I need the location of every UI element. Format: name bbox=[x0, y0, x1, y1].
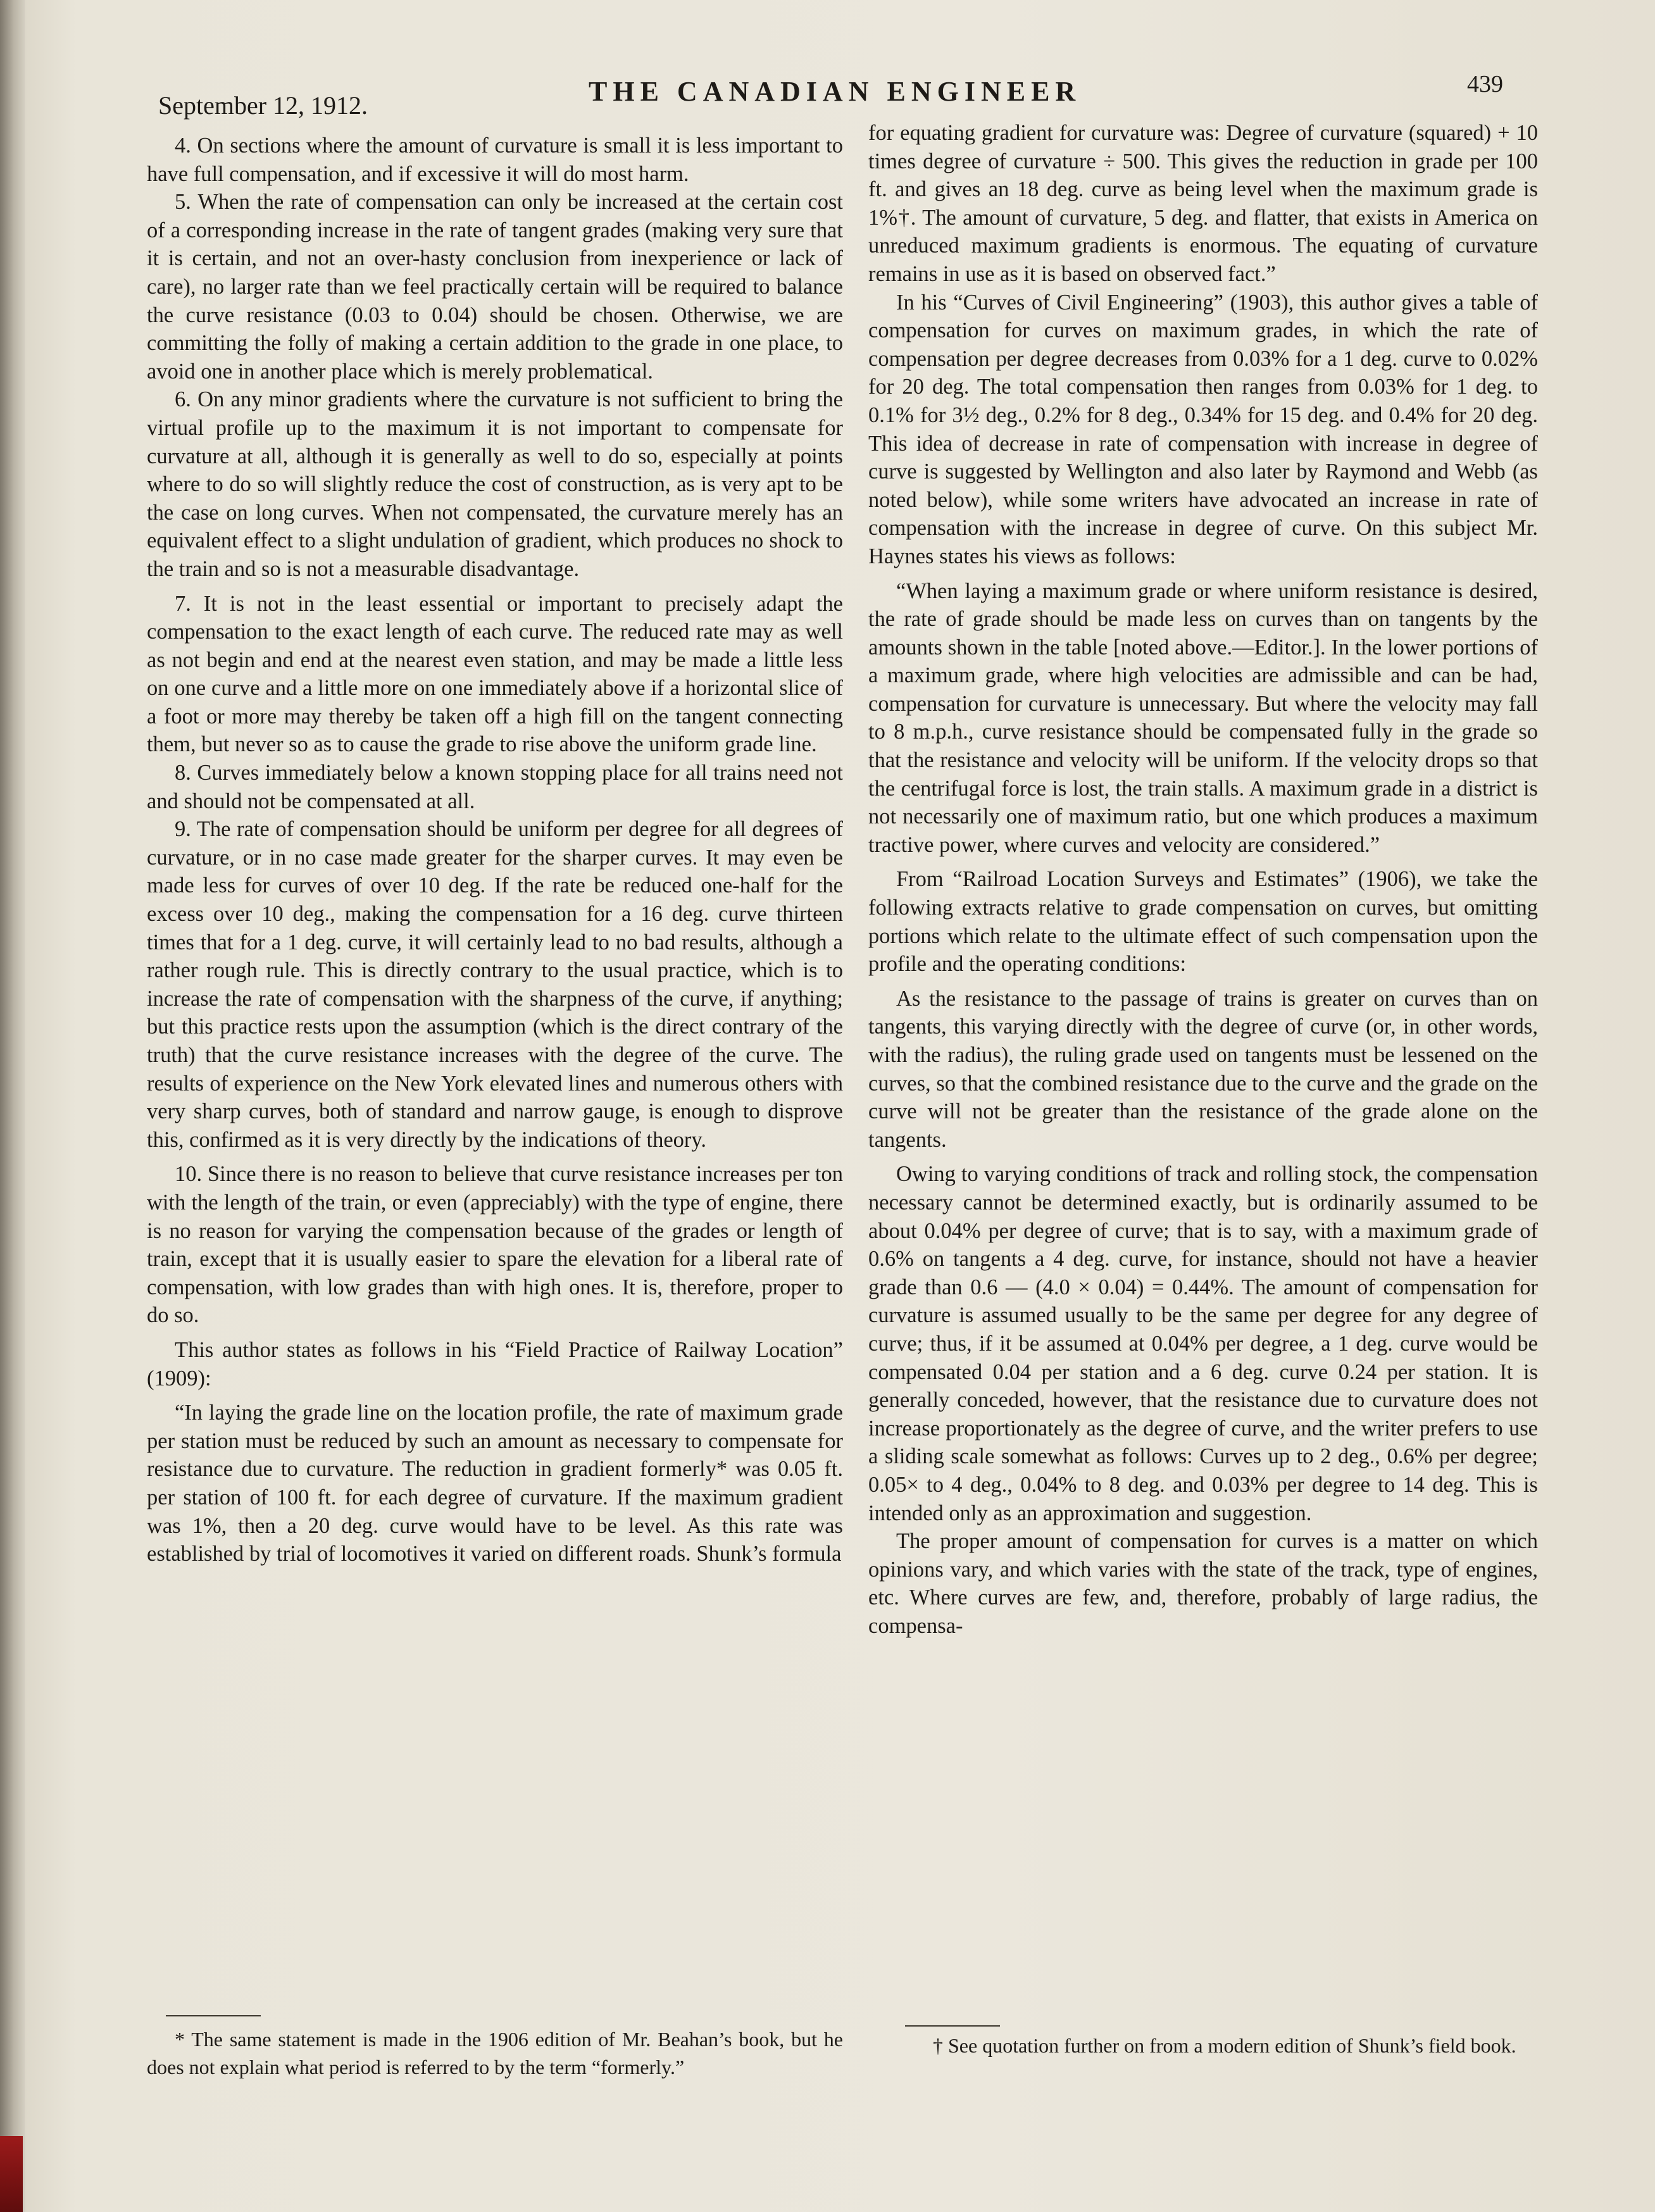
left-column bbox=[147, 132, 843, 1568]
footnote-left bbox=[147, 2025, 843, 2081]
paragraph: In his “Curves of Civil Engineering” (1903), this author gives a table of compensation for curves on maximum grades, in which the rate of compensation per degree decreases from 0.03% for a 1 deg. curve to 0.02% for 20 deg. The total compensation then ranges from 0.03% for 1 deg. to 0.1% for 3½ deg., 0.2% for 8 deg., 0.34% for 15 deg. and 0.4% for 20 deg. This idea of decrease in rate of compensation with increase in degree of curve is suggested by Wellington and also later by Raymond and Webb (as noted below), while some writers have advocated an increase in rate of compensation with the increase in degree of curve. On this subject Mr. Haynes states his views as follows: bbox=[868, 290, 1538, 568]
footnote-right bbox=[905, 2032, 1538, 2059]
paragraph: 9. The rate of compensation should be uniform per degree for all degrees of curvature, or in no case made greater for the sharper curves. It may even be made less for curves of over 10 deg. If the rate be reduced one-half for the excess over 10 deg., making the compensation for a 16 deg. curve thirteen times that for a 1 deg. curve, it will certainly lead to no bad results, although a rather rough rule. This is directly contrary to the usual practice, which is to increase the rate of compensation with the sharpness of the curve, if anything; but this practice rests upon the assumption (which is the direct contrary of the truth) that the curve resistance increases with the degree of the curve. The results of experience on the New York elevated lines and numerous others with very sharp curves, both of standard and narrow gauge, is enough to disprove this, confirmed as it is very directly by the indications of theory. bbox=[147, 817, 843, 1152]
page-number: 439 bbox=[1467, 71, 1503, 97]
footnote-rule bbox=[905, 2025, 1000, 2027]
paragraph: As the resistance to the passage of trains is greater on curves than on tangents, this varying directly with the degree of curve (or, in other words, with the radius), the ruling grade used on tangents must be lessened on the curves, so that the combined resistance due to the curve and the grade on the curve will not be greater than the resistance of the grade alone on the tangents. bbox=[868, 986, 1538, 1152]
page-header bbox=[0, 66, 1655, 120]
paragraph: “In laying the grade line on the location profile, the rate of maximum grade per station must be reduced by such an amount as necessary to compensate for resistance due to curvature. The reduction in gradient formerly* was 0.05 ft. per station of 100 ft. for each degree of curvature. If the maximum gradient was 1%, then a 20 deg. curve would have to be level. As this rate was established by trial of locomotives it varied on different roads. Shunk’s formula bbox=[147, 1401, 843, 1566]
journal-title: THE CANADIAN ENGINEER bbox=[589, 76, 1082, 107]
paragraph: Owing to varying conditions of track and rolling stock, the compensation necessary cannot be determined exactly, but is ordinarily assumed to be about 0.04% per degree of curve; that is to say, with a maximum grade of 0.6% on tangents a 4 deg. curve, for instance, should not have a heavier grade than 0.6 — (4.0 × 0.04) = 0.44%. The amount of compensation for curvature is assumed usually to be the same per degree for any degree of curve; thus, if it be assumed at 0.04% per degree, a 1 deg. curve would be compensated 0.04 per station and a 6 deg. curve 0.24 per station. It is generally conceded, however, that the resistance due to curvature does not increase proportionately as the degree of curve, and the writer prefers to use a sliding scale somewhat as follows: Curves up to 2 deg., 0.6% per degree; 0.05× to 4 deg., 0.04% to 8 deg. and 0.03% per degree to 14 deg. This is intended only as an approximation and suggestion. bbox=[868, 1162, 1538, 1525]
book-gutter-shadow bbox=[0, 0, 25, 2212]
paragraph: for equating gradient for curvature was: Degree of curvature (squared) + 10 times degree of curvature ÷ 500. This gives the reduction in grade per 100 ft. and gives an 18 deg. curve as being level when the maximum grade is 1%†. The amount of curvature, 5 deg. and flatter, that exists in America on unreduced maximum gradients is enormous. The equating of curvature remains in use as it is based on observed fact.” bbox=[868, 121, 1538, 286]
paragraph: 5. When the rate of compensation can only be increased at the certain cost of a corresponding increase in the rate of tangent grades (making very sure that it is certain, and not an over-hasty conclusion from inexperience or lack of care), no larger rate than we feel practically certain will be required to balance the curve resistance (0.03 to 0.04) should be chosen. Otherwise, we are committing the folly of making a certain addition to the grade in one place, to avoid one in another place which is merely problematical. bbox=[147, 190, 843, 384]
paragraph: From “Railroad Location Surveys and Estimates” (1906), we take the following extracts relative to grade compensation on curves, but omitting portions which relate to the ultimate effect of such compensation upon the profile and the operating conditions: bbox=[868, 867, 1538, 977]
paragraph: 6. On any minor gradients where the curvature is not sufficient to bring the virtual profile up to the maximum it is not important to compensate for curvature at all, although it is generally as well to do so, especially at points where to do so will slightly reduce the cost of construction, as is very apt to be the case on long curves. When not compensated, the curvature merely has an equivalent effect to a slight undulation of gradient, which produces no shock to the train and so is not a measurable disadvantage. bbox=[147, 387, 843, 581]
paragraph: The proper amount of compensation for curves is a matter on which opinions vary, and which varies with the state of the track, type of engines, etc. Where curves are few, and, therefore, probably of large radius, the compensa- bbox=[868, 1529, 1538, 1638]
binding-corner bbox=[0, 2136, 23, 2212]
paragraph: “When laying a maximum grade or where uniform resistance is desired, the rate of grade should be made less on curves than on tangents by the amounts shown in the table [noted above.—Editor.]. In the lower portions of a maximum grade, where high velocities are admissible and can be had, compensation for curvature is unnecessary. But where the velocity may fall to 8 m.p.h., curve resistance should be compensated fully in the grade so that the resistance and velocity will be uniform. If the velocity drops so that the centrifugal force is lost, the train stalls. A maximum grade in a district is not necessarily one of maximum ratio, but one which produces a maximum tractive power, where curves and velocity are considered.” bbox=[868, 578, 1538, 857]
right-column bbox=[868, 119, 1538, 1640]
paragraph: 10. Since there is no reason to believe that curve resistance increases per ton with the length of the train, or even (appreciably) with the type of engine, there is no reason for varying the compensation because of the grades or length of train, except that it is usually easier to spare the elevation for a liberal rate of compensation, with low grades than with high ones. It is, therefore, proper to do so. bbox=[147, 1162, 843, 1328]
paragraph: 8. Curves immediately below a known stopping place for all trains need not and should not be compensated at all. bbox=[147, 761, 843, 813]
footnote-rule bbox=[166, 2015, 261, 2016]
footnote-text: † See quotation further on from a modern edition of Shunk’s field book. bbox=[933, 2034, 1516, 2057]
paragraph: This author states as follows in his “Field Practice of Railway Location” (1909): bbox=[147, 1337, 843, 1390]
footnote-text: * The same statement is made in the 1906 edition of Mr. Beahan’s book, but he does not explain what period is referred to by the term “formerly.” bbox=[147, 2028, 843, 2078]
paragraph: 7. It is not in the least essential or important to precisely adapt the compensation to the exact length of each curve. The reduced rate may as well as not begin and end at the nearest even station, and may be made a little less on one curve and a little more on one immediately above if a horizontal slice of a foot or more may thereby be taken off a high fill on the tangent connecting them, but never so as to cause the grade to rise above the uniform grade line. bbox=[147, 591, 843, 757]
issue-date: September 12, 1912. bbox=[158, 91, 368, 120]
paragraph: 4. On sections where the amount of curvature is small it is less important to have full compensation, and if excessive it will do most harm. bbox=[147, 134, 843, 186]
